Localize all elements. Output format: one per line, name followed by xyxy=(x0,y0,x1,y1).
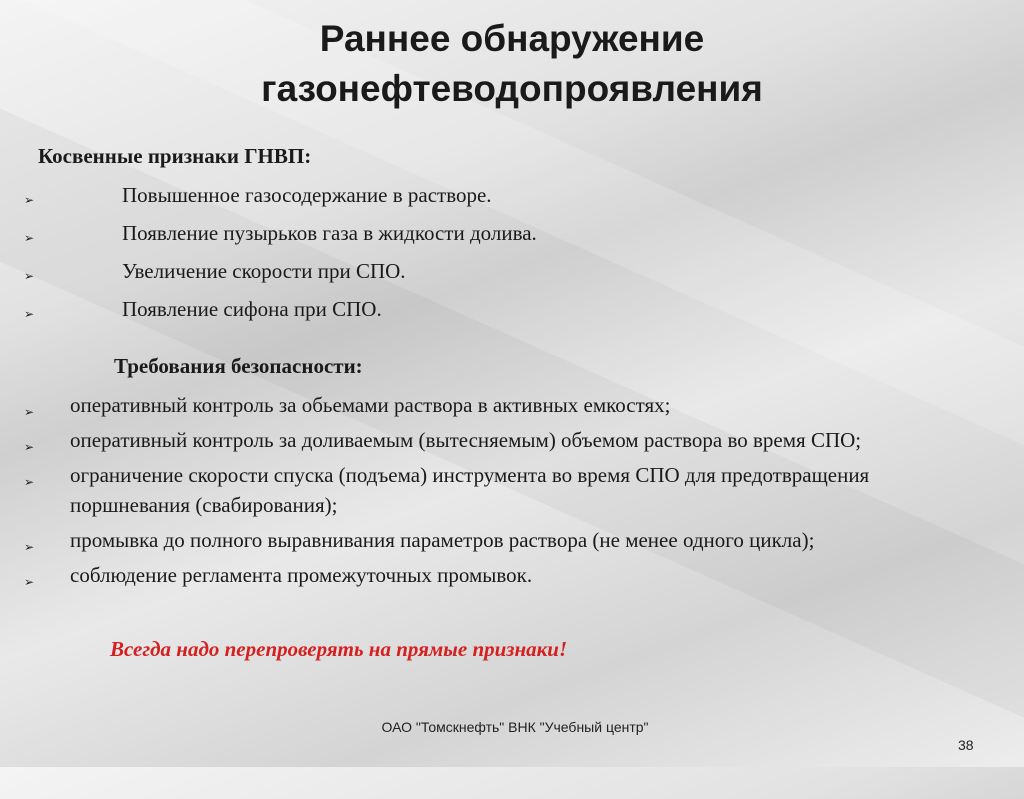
arrow-bullet-icon: ➢ xyxy=(24,269,35,283)
arrow-bullet-icon: ➢ xyxy=(24,307,35,321)
arrow-bullet-icon: ➢ xyxy=(24,231,35,245)
arrow-bullet-icon: ➢ xyxy=(24,440,35,454)
list-item-text: оперативный контроль за обьемами раствора в активных емкостях; xyxy=(70,393,671,417)
list-item xyxy=(0,525,985,555)
safety-requirements-heading: Требования безопасности: xyxy=(114,354,363,378)
arrow-bullet-icon: ➢ xyxy=(24,475,35,489)
list-item xyxy=(0,425,985,455)
page-number: 38 xyxy=(958,737,974,753)
list-item xyxy=(0,390,985,420)
arrow-bullet-icon: ➢ xyxy=(24,575,35,589)
list-item xyxy=(0,460,985,520)
list-item-text: Повышенное газосодержание в растворе. xyxy=(122,183,492,207)
arrow-bullet-icon: ➢ xyxy=(24,193,35,207)
list-item-text: оперативный контроль за доливаемым (вытесняемым) объемом раствора во время СПО; xyxy=(70,428,862,452)
list-item-text: соблюдение регламента промежуточных промывок. xyxy=(70,563,533,587)
title-line-1: Раннее обнаружение xyxy=(319,18,705,59)
title-line-2: газонефтеводопроявления xyxy=(261,68,763,109)
list-item-text: Появление пузырьков газа в жидкости долива. xyxy=(122,221,537,245)
list-item-text: промывка до полного выравнивания параметров раствора (не менее одного цикла); xyxy=(70,528,815,552)
indirect-signs-heading: Косвенные признаки ГНВП: xyxy=(38,144,312,168)
footer-organization: ОАО "Томскнефть" ВНК "Учебный центр" xyxy=(381,719,649,735)
safety-requirements-list xyxy=(0,390,985,595)
list-item-text: Появление сифона при СПО. xyxy=(122,297,382,321)
list-item xyxy=(0,560,985,590)
arrow-bullet-icon: ➢ xyxy=(24,405,35,419)
warning-text: Всегда надо перепроверять на прямые признаки! xyxy=(110,637,568,661)
arrow-bullet-icon: ➢ xyxy=(24,540,35,554)
list-item-text: Увеличение скорости при СПО. xyxy=(122,259,406,283)
slide-title xyxy=(0,14,1024,114)
list-item-text: ограничение скорости спуска (подъема) инструмента во время СПО для предотвращения поршневания (свабирования); xyxy=(70,463,870,517)
